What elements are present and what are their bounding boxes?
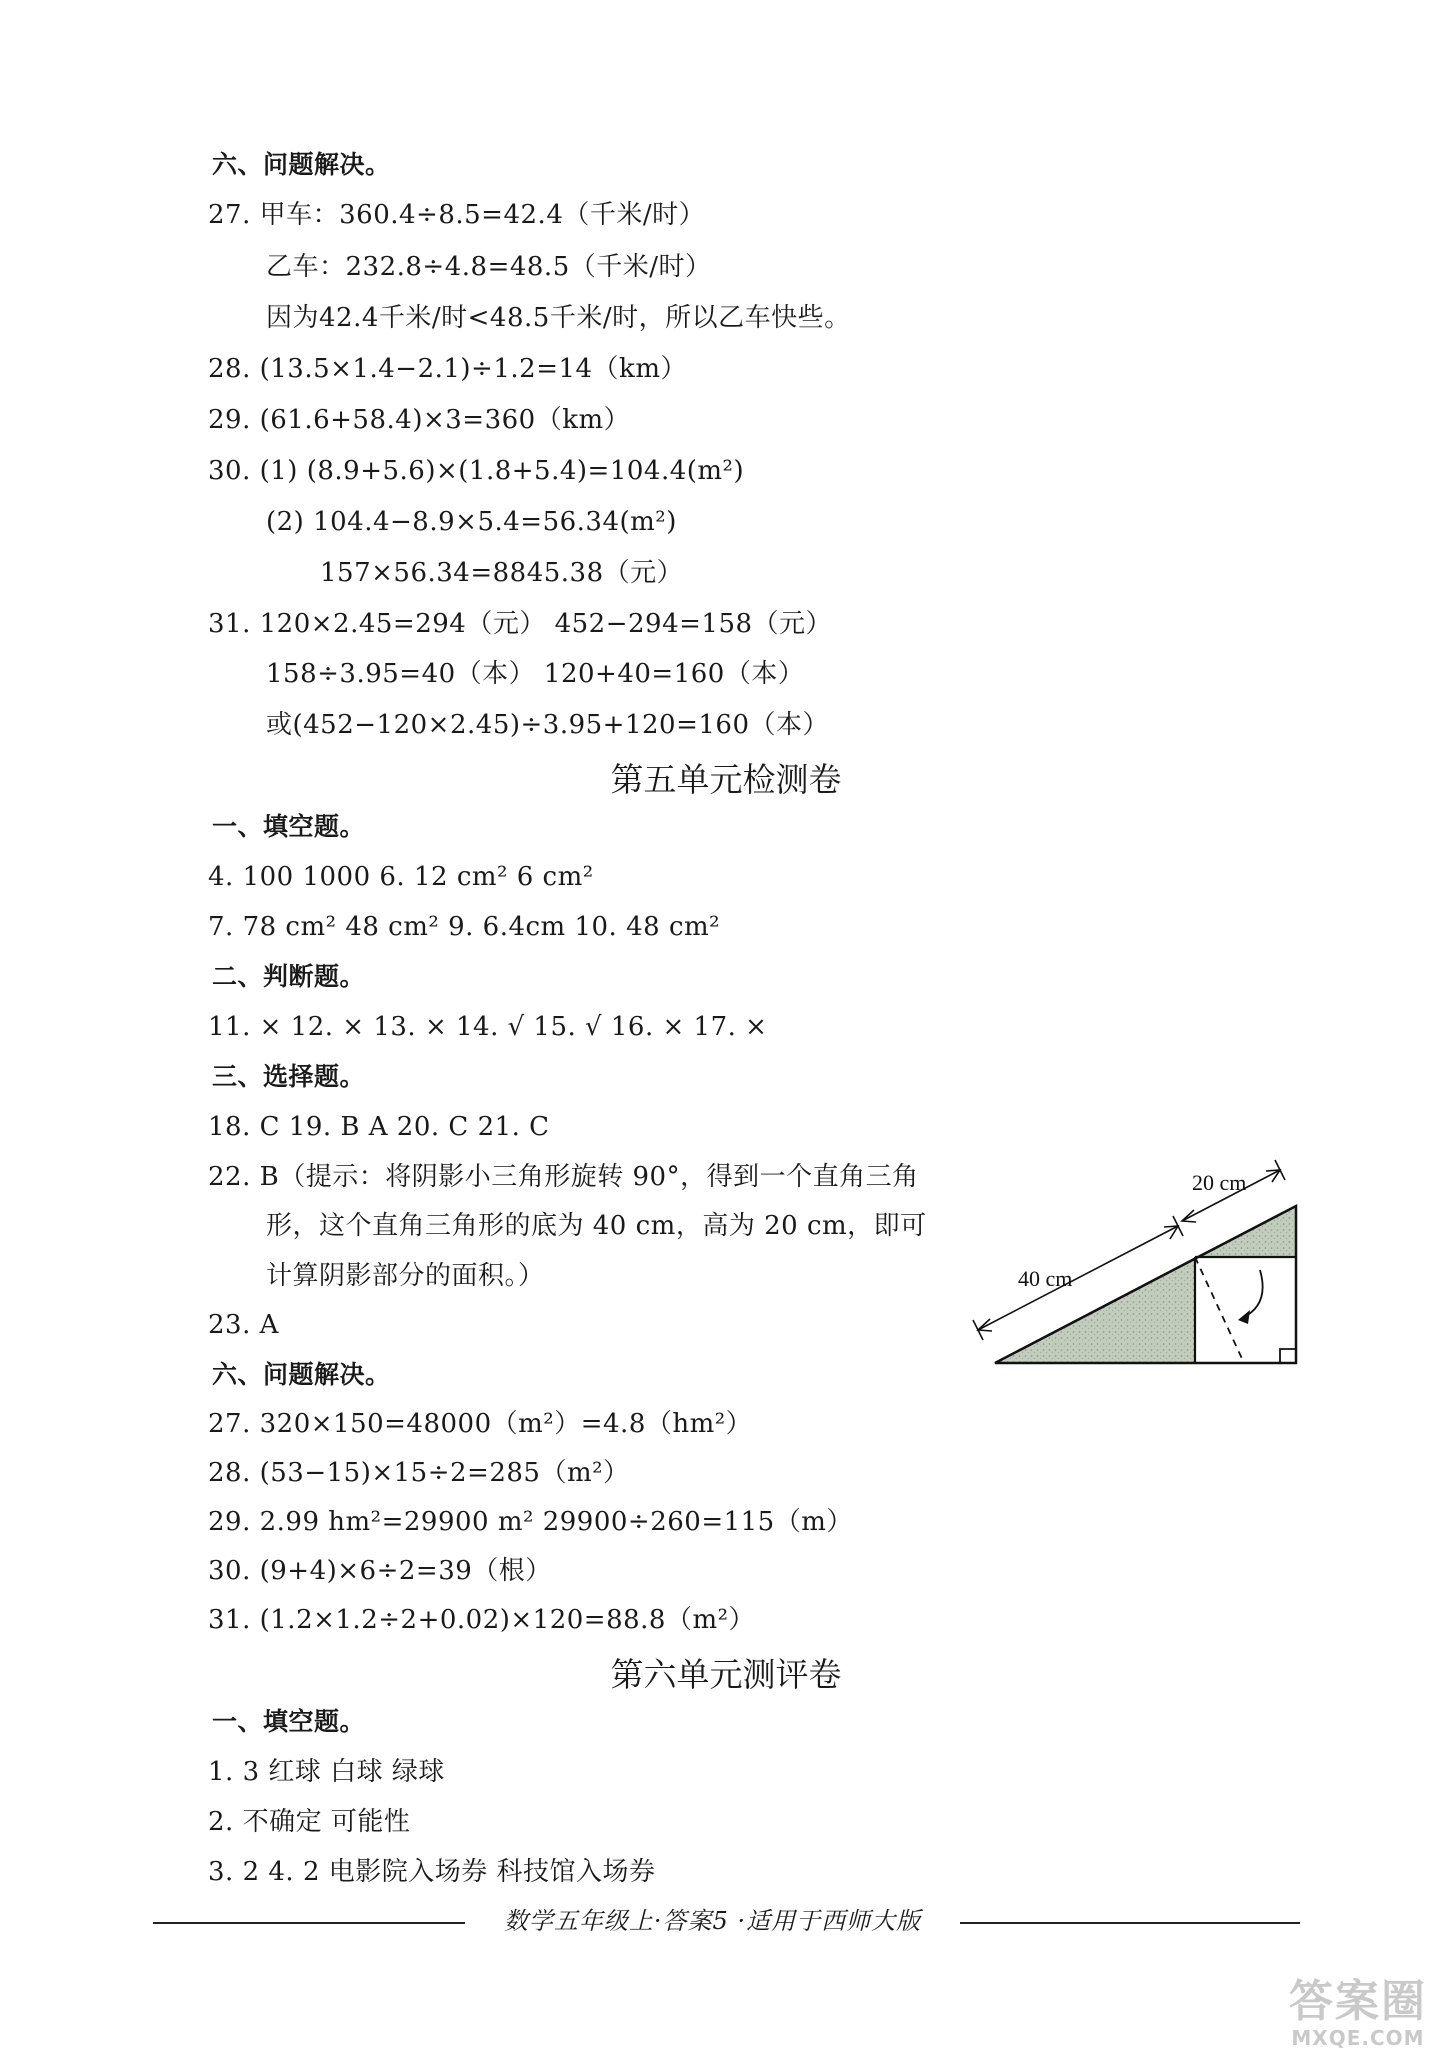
answer-line: 18. C 19. B A 20. C 21. C [208, 1112, 550, 1142]
answer-line: (2) 104.4−8.9×5.4=56.34(m²) [266, 507, 677, 537]
section-heading: 三、选择题。 [212, 1062, 366, 1091]
answer-line: 158÷3.95=40（本） 120+40=160（本） [266, 659, 805, 689]
answer-line: 27. 甲车：360.4÷8.5=42.4（千米/时） [208, 200, 706, 230]
answer-line: 31. (1.2×1.2÷2+0.02)×120=88.8（m²） [208, 1605, 756, 1635]
rotation-dashed-line [1195, 1257, 1244, 1363]
answer-line: 因为42.4千米/时<48.5千米/时，所以乙车快些。 [266, 303, 851, 333]
unit5-title [0, 760, 1452, 800]
answer-line: 2. 不确定 可能性 [208, 1807, 411, 1837]
answer-line: 157×56.34=8845.38（元） [320, 558, 684, 588]
answer-line: 11. × 12. × 13. × 14. √ 15. √ 16. × 17. × [208, 1012, 768, 1042]
answer-line: 乙车：232.8÷4.8=48.5（千米/时） [266, 252, 712, 282]
answer-line: 28. (13.5×1.4−2.1)÷1.2=14（km） [208, 354, 687, 384]
section-heading: 六、问题解决。 [212, 150, 391, 179]
answer-line: 形，这个直角三角形的底为 40 cm，高为 20 cm，即可 [266, 1211, 927, 1241]
triangle-figure [970, 1150, 1310, 1390]
answer-line: 30. (1) (8.9+5.6)×(1.8+5.4)=104.4(m²) [208, 456, 745, 486]
answer-line: 22. B（提示：将阴影小三角形旋转 90°，得到一个直角三角 [208, 1162, 919, 1192]
answer-line: 23. A [208, 1310, 279, 1340]
answer-line: 28. (53−15)×15÷2=285（m²） [208, 1458, 630, 1488]
answer-line: 27. 320×150=48000（m²）=4.8（hm²） [208, 1409, 753, 1439]
unit6-title-text: 第六单元测评卷 [610, 1655, 842, 1694]
section-heading: 一、填空题。 [212, 812, 366, 841]
unit5-title-text: 第五单元检测卷 [610, 760, 842, 799]
answer-line: 7. 78 cm² 48 cm² 9. 6.4cm 10. 48 cm² [208, 912, 721, 942]
section-heading: 一、填空题。 [212, 1707, 366, 1736]
watermark-line1: 答案圈 [1289, 1976, 1427, 2027]
footer-rule-right [960, 1922, 1300, 1924]
right-angle-mark [1280, 1349, 1296, 1363]
answer-line: 29. (61.6+58.4)×3=360（km） [208, 405, 631, 435]
arrow-head-icon [1238, 1310, 1250, 1324]
answer-line: 29. 2.99 hm²=29900 m² 29900÷260=115（m） [208, 1507, 853, 1537]
answer-line: 31. 120×2.45=294（元） 452−294=158（元） [208, 609, 833, 639]
rotation-arrow [1242, 1270, 1263, 1318]
answer-line: 3. 2 4. 2 电影院入场券 科技馆入场券 [208, 1857, 656, 1887]
footer-text: 数学五年级上·答案5 ·适用于西师大版 [503, 1907, 922, 1935]
section-heading: 六、问题解决。 [212, 1360, 391, 1389]
watermark-line2: MXQE.COM [1291, 2026, 1425, 2050]
answer-line: 30. (9+4)×6÷2=39（根） [208, 1556, 552, 1586]
answer-line: 计算阴影部分的面积。） [266, 1261, 545, 1291]
answer-line: 或(452−120×2.45)÷3.95+120=160（本） [266, 710, 829, 740]
label-20cm: 20 cm [1192, 1170, 1247, 1195]
unit6-title [0, 1655, 1452, 1695]
footer-rule-left [153, 1922, 465, 1924]
label-40cm: 40 cm [1018, 1266, 1073, 1291]
answer-line: 1. 3 红球 白球 绿球 [208, 1757, 445, 1787]
watermark-logo [1278, 1977, 1438, 2055]
section-heading: 二、判断题。 [212, 962, 366, 991]
answer-line: 4. 100 1000 6. 12 cm² 6 cm² [208, 862, 594, 892]
